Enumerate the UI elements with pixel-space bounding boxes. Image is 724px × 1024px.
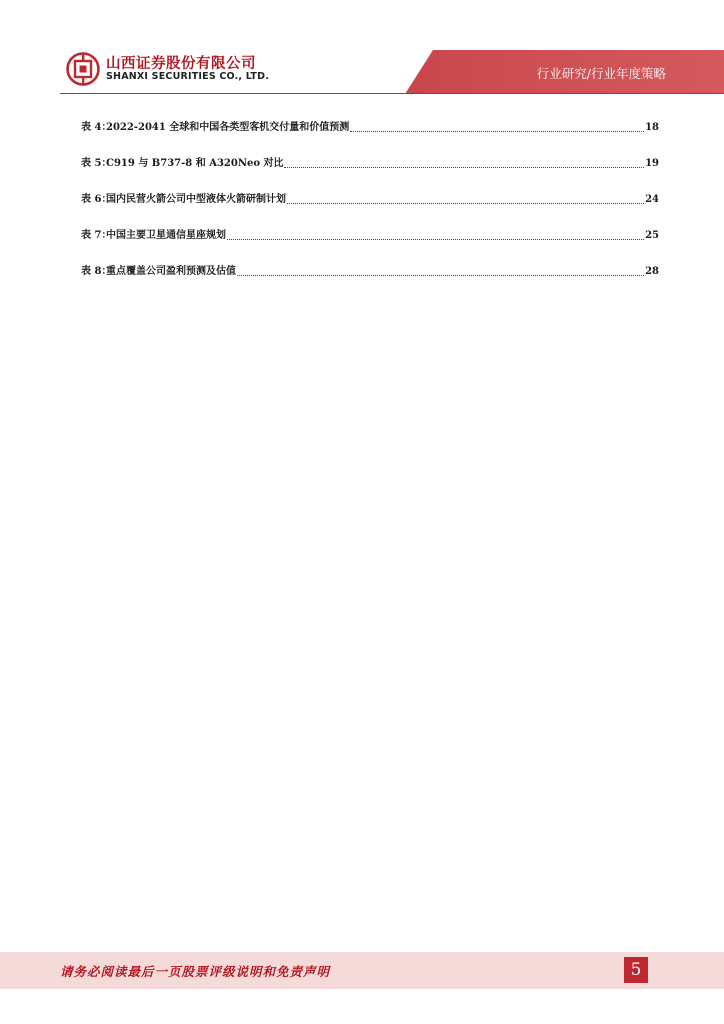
toc-dot-leader — [227, 228, 644, 240]
page-header — [0, 0, 724, 100]
toc-entry-label: 表 5： — [81, 158, 112, 169]
toc-entry-page: 24 — [645, 194, 659, 205]
table-of-contents — [81, 120, 659, 300]
toc-entry[interactable] — [81, 228, 659, 264]
toc-entry-page: 19 — [645, 158, 659, 169]
toc-entry-label: 表 4： — [81, 122, 112, 133]
toc-entry[interactable] — [81, 192, 659, 228]
toc-entry-page: 25 — [645, 230, 659, 241]
toc-dot-leader — [284, 156, 644, 168]
toc-entry[interactable] — [81, 120, 659, 156]
toc-entry-title: 重点覆盖公司盈利预测及估值 — [106, 266, 236, 277]
company-name-en: SHANXI SECURITIES CO., LTD. — [106, 71, 270, 82]
toc-entry-title: 国内民营火箭公司中型液体火箭研制计划 — [106, 194, 286, 205]
toc-entry-label: 表 6： — [81, 194, 112, 205]
toc-entry-title: C919 与 B737-8 和 A320Neo 对比 — [106, 158, 284, 169]
toc-entry-title: 2022-2041 全球和中国各类型客机交付量和价值预测 — [106, 122, 350, 133]
toc-dot-leader — [350, 120, 644, 132]
toc-entry[interactable] — [81, 264, 659, 300]
toc-dot-leader — [237, 264, 644, 276]
shanxi-securities-logo-icon — [66, 52, 100, 86]
page-footer — [0, 952, 724, 1024]
toc-entry-page: 28 — [645, 266, 659, 277]
toc-entry-label: 表 7： — [81, 230, 112, 241]
toc-entry-page: 18 — [645, 122, 659, 133]
report-type: 行业研究/行业年度策略 — [536, 66, 666, 81]
page-number: 5 — [624, 957, 648, 983]
toc-entry-title: 中国主要卫星通信星座规划 — [106, 230, 226, 241]
toc-entry[interactable] — [81, 156, 659, 192]
toc-entry-label: 表 8： — [81, 266, 112, 277]
disclaimer-notice: 请务必阅读最后一页股票评级说明和免责声明 — [60, 964, 331, 979]
company-name-cn: 山西证券股份有限公司 — [106, 56, 256, 72]
toc-dot-leader — [287, 192, 644, 204]
header-rule — [60, 93, 724, 94]
